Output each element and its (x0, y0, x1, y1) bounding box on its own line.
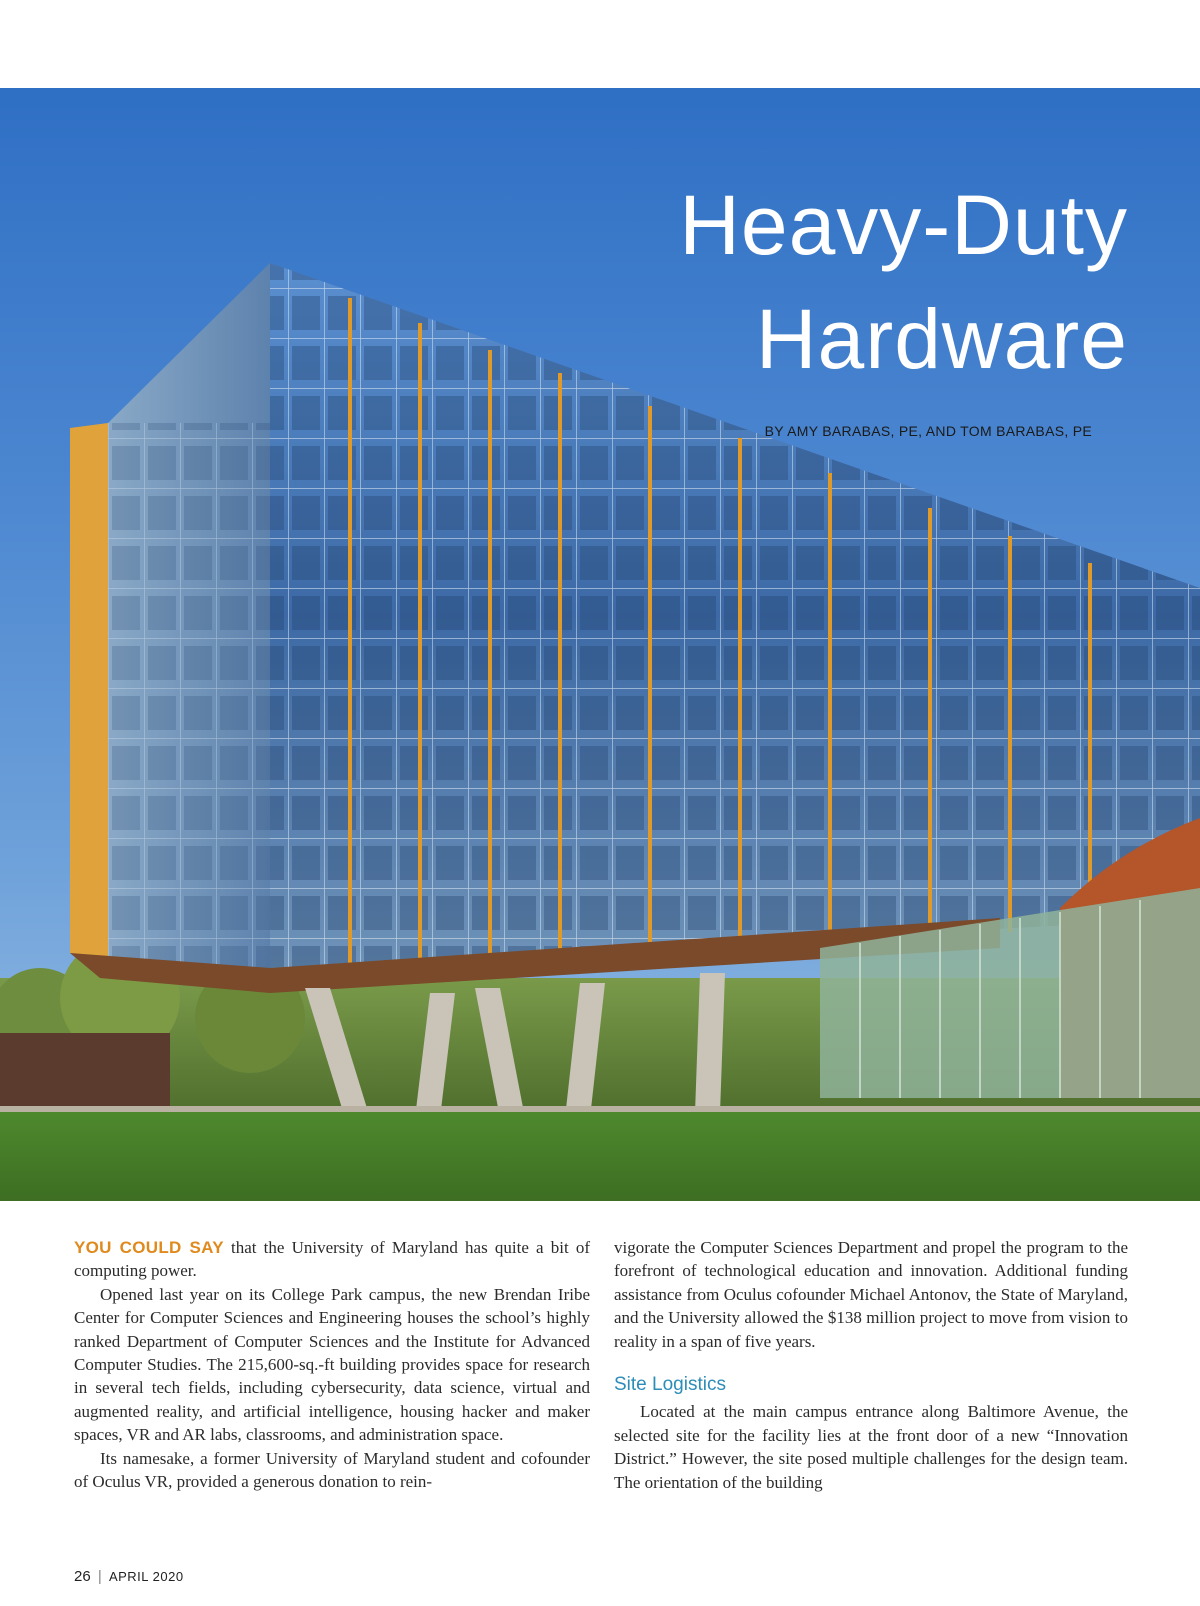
body-column-left (74, 1236, 590, 1493)
issue-date: APRIL 2020 (108, 1569, 184, 1584)
title-line-2: Hardware (755, 292, 1128, 386)
hero-photo (0, 88, 1200, 1201)
body-column-right (614, 1236, 1128, 1494)
paragraph-1-text: that the University of Maryland has quite a bit of computing power. (74, 1238, 590, 1281)
paragraph-1 (74, 1236, 590, 1283)
section-subhead: Site Logistics (614, 1374, 726, 1396)
paragraph-3-continued: vigorate the Computer Sciences Department and propel the program to the forefront of technological education and innovation. Additional funding assistance from Oculus cofounder Michael Antonov, the State of Maryland, and the University allowed the $138 million project to move from vision to reality in a span of five years. (614, 1238, 1128, 1351)
footer-separator: | (97, 1568, 102, 1585)
page-footer (74, 1568, 184, 1585)
page-number: 26 (74, 1568, 91, 1585)
byline: BY AMY BARABAS, PE, AND TOM BARABAS, PE (764, 423, 1092, 439)
lead-in: YOU COULD SAY (74, 1238, 224, 1257)
article-title (679, 168, 1128, 396)
paragraph-4: Located at the main campus entrance along Baltimore Avenue, the selected site for the facility lies at the front door of a new “Innovation District.” However, the site posed multiple challenges for the design team. The orientation of the building (614, 1402, 1128, 1492)
paragraph-2: Opened last year on its College Park campus, the new Brendan Iribe Center for Computer Sciences and Engineering houses the school’s highly ranked Department of Computer Sciences and the Institute for Advanced Computer Studies. The 215,600-sq.-ft building provides space for research in several tech fields, including cybersecurity, data science, virtual and augmented reality, and artificial intelligence, housing hacker and maker spaces, VR and AR labs, classrooms, and administration space. (74, 1284, 590, 1445)
paragraph-3-start: Its namesake, a former University of Maryland student and cofounder of Oculus VR, provided a generous donation to rein- (74, 1448, 590, 1492)
title-line-1: Heavy-Duty (679, 178, 1128, 272)
